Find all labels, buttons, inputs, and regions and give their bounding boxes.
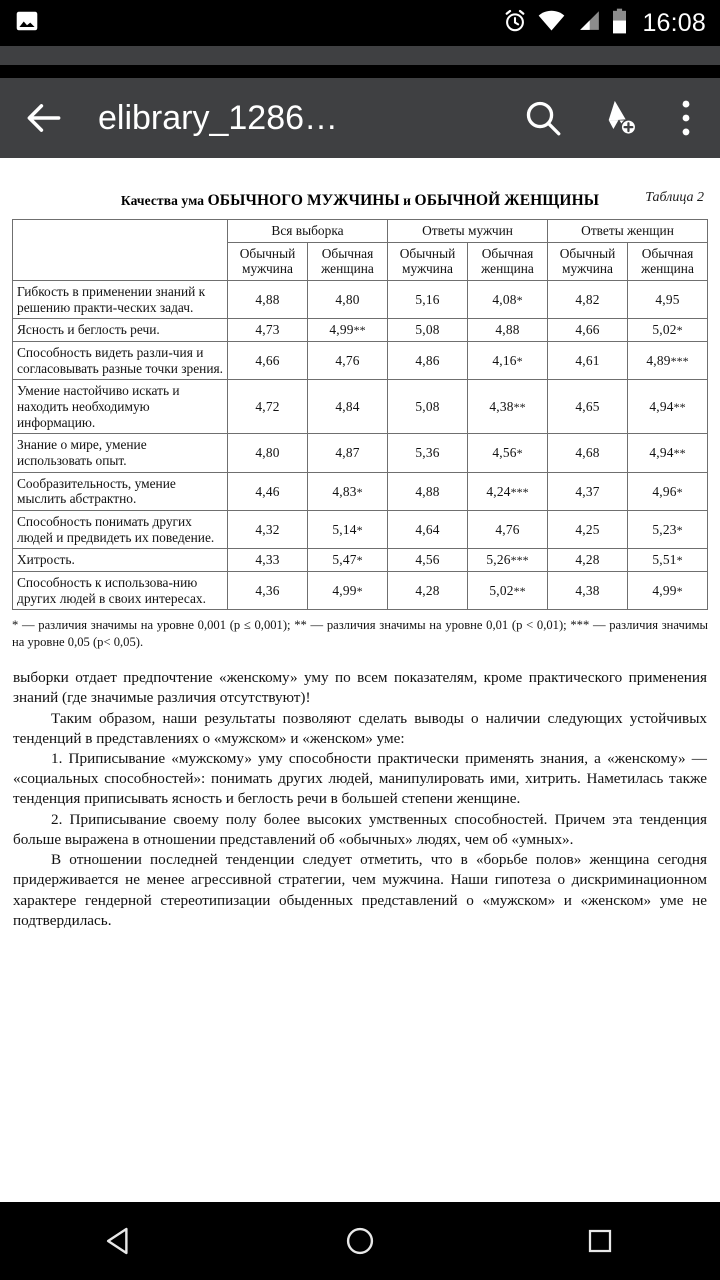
- paragraph: 1. Приписывание «мужскому» уму способности практически применять знания, а «женскому» — «социальных способностей»: понимать других людей, манипулировать ими, хитрить. Наметилась также тенденция приписывать ясность и беглость речи в большей степени женщине.: [13, 750, 707, 808]
- table-row: [13, 434, 708, 472]
- cell-value: 4,80: [228, 434, 308, 472]
- cell-value: 4,80: [308, 281, 388, 319]
- cell-value: 5,23*: [628, 511, 708, 549]
- cell-value: 4,37: [548, 472, 628, 510]
- cell-value: 4,88: [388, 472, 468, 510]
- cell-value: 5,26***: [468, 549, 548, 572]
- table-head: [13, 220, 708, 281]
- sub-header-1: Обычная женщина: [308, 242, 388, 280]
- document-page[interactable]: [0, 158, 720, 1176]
- cell-value: 4,56: [388, 549, 468, 572]
- table-row: [13, 319, 708, 342]
- cell-value: 5,02*: [628, 319, 708, 342]
- cell-value: 4,25: [548, 511, 628, 549]
- table-number: Таблица 2: [645, 190, 704, 205]
- toolbar-black-gap: [0, 65, 720, 78]
- table-row: [13, 342, 708, 380]
- cell-value: 4,99*: [628, 572, 708, 610]
- cell-value: 4,28: [388, 572, 468, 610]
- signal-icon: [575, 9, 601, 38]
- paragraph: 2. Приписывание своему полу более высоких умственных способностей. Причем эта тенденция больше выражена в отношении представлений об «обычных» людях, чем об «умных».: [13, 810, 707, 848]
- cell-value: 5,47*: [308, 549, 388, 572]
- nav-home-icon[interactable]: [300, 1202, 420, 1280]
- cell-value: 4,99*: [308, 572, 388, 610]
- status-bar-left: [14, 8, 40, 39]
- sub-header-3: Обычная женщина: [468, 242, 548, 280]
- row-label: Способность видеть разли-чия и согласовывать разные точки зрения.: [13, 342, 228, 380]
- toolbar-top-strip: [0, 46, 720, 65]
- body-text: [13, 668, 707, 931]
- cell-value: 5,36: [388, 434, 468, 472]
- cell-value: 4,08*: [468, 281, 548, 319]
- cell-value: 4,61: [548, 342, 628, 380]
- table-title: [14, 192, 706, 210]
- cell-value: 4,88: [228, 281, 308, 319]
- add-to-drive-icon[interactable]: [598, 97, 640, 139]
- table-title-conjunction: и: [399, 193, 415, 208]
- cell-value: 4,82: [548, 281, 628, 319]
- row-label: Способность к использова-нию других людей в своих интересах.: [13, 572, 228, 610]
- paragraph: Таким образом, наши результаты позволяют сделать выводы о наличии следующих устойчивых тенденций в представлениях о «мужском» и «женском» уме:: [13, 709, 707, 747]
- cell-value: 4,68: [548, 434, 628, 472]
- battery-icon: [611, 8, 628, 39]
- cell-value: 4,95: [628, 281, 708, 319]
- table-title-prefix: Качества ума: [120, 193, 208, 208]
- group-header-men: Ответы мужчин: [388, 220, 548, 243]
- cell-value: 4,46: [228, 472, 308, 510]
- sub-header-4: Обычный мужчина: [548, 242, 628, 280]
- status-bar: [0, 0, 720, 46]
- sub-header-5: Обычная женщина: [628, 242, 708, 280]
- sub-header-0: Обычный мужчина: [228, 242, 308, 280]
- cell-value: 4,76: [308, 342, 388, 380]
- cell-value: 4,65: [548, 380, 628, 434]
- cell-value: 4,16*: [468, 342, 548, 380]
- table-footnote: * — различия значимы на уровне 0,001 (p ≤ 0,001); ** — различия значимы на уровне 0,01 (p < 0,01); *** — различия значимы на уровне 0,05 (p< 0,05).: [12, 618, 708, 649]
- cell-value: 4,36: [228, 572, 308, 610]
- cell-value: 4,89***: [628, 342, 708, 380]
- table-row: [13, 511, 708, 549]
- cell-value: 4,84: [308, 380, 388, 434]
- cell-value: 4,56*: [468, 434, 548, 472]
- group-header-all: Вся выборка: [228, 220, 388, 243]
- table-row: [13, 549, 708, 572]
- table-row: [13, 281, 708, 319]
- table-title-male: ОБЫЧНОГО МУЖЧИНЫ: [207, 192, 400, 209]
- cell-value: 4,73: [228, 319, 308, 342]
- table-group-header-row: [13, 220, 708, 243]
- cell-value: 5,02**: [468, 572, 548, 610]
- cell-value: 4,28: [548, 549, 628, 572]
- app-toolbar: [0, 78, 720, 158]
- table-caption-area: [12, 192, 708, 210]
- group-header-women: Ответы женщин: [548, 220, 708, 243]
- alarm-icon: [502, 8, 528, 39]
- row-label: Хитрость.: [13, 549, 228, 572]
- cell-value: 4,32: [228, 511, 308, 549]
- cell-value: 4,83*: [308, 472, 388, 510]
- row-label: Знание о мире, умение использовать опыт.: [13, 434, 228, 472]
- nav-back-icon[interactable]: [60, 1202, 180, 1280]
- paragraph: выборки отдает предпочтение «женскому» уму по всем показателям, кроме практического применения знаний (где значимые различия отсутствуют)!: [13, 669, 707, 707]
- cell-value: 5,08: [388, 380, 468, 434]
- document-title: elibrary_1286…: [98, 98, 339, 137]
- status-bar-clock: 16:08: [642, 8, 706, 37]
- paragraph: В отношении последней тенденции следует отметить, что в «борьбе полов» женщина сегодня придерживается не менее агрессивной стратегии, чем мужчина. Наши гипотеза о дискриминационном характере гендерной стереотипизации обыденных представлений о «мужском» и «женском» уме не подтвердилась.: [13, 851, 707, 929]
- status-bar-right: [502, 8, 706, 39]
- row-label: Ясность и беглость речи.: [13, 319, 228, 342]
- cell-value: 4,99**: [308, 319, 388, 342]
- image-icon: [14, 8, 40, 39]
- cell-value: 4,72: [228, 380, 308, 434]
- cell-value: 4,94**: [628, 434, 708, 472]
- sub-header-2: Обычный мужчина: [388, 242, 468, 280]
- cell-value: 4,64: [388, 511, 468, 549]
- table-row: [13, 380, 708, 434]
- cell-value: 4,33: [228, 549, 308, 572]
- table-title-female: ОБЫЧНОЙ ЖЕНЩИНЫ: [414, 192, 600, 209]
- nav-recents-icon[interactable]: [540, 1202, 660, 1280]
- search-icon[interactable]: [522, 97, 564, 139]
- qualities-table: [12, 219, 708, 610]
- cell-value: 4,96*: [628, 472, 708, 510]
- table-row: [13, 472, 708, 510]
- cell-value: 4,66: [548, 319, 628, 342]
- table-corner-cell: [13, 220, 228, 281]
- cell-value: 4,24***: [468, 472, 548, 510]
- cell-value: 5,08: [388, 319, 468, 342]
- cell-value: 5,16: [388, 281, 468, 319]
- cell-value: 4,66: [228, 342, 308, 380]
- back-button[interactable]: [22, 96, 66, 140]
- cell-value: 4,76: [468, 511, 548, 549]
- cell-value: 4,94**: [628, 380, 708, 434]
- table-body: [13, 281, 708, 610]
- table-row: [13, 572, 708, 610]
- wifi-icon: [538, 9, 565, 38]
- cell-value: 5,51*: [628, 549, 708, 572]
- toolbar-actions: [522, 97, 698, 139]
- row-label: Сообразительность, умение мыслить абстрактно.: [13, 472, 228, 510]
- row-label: Способность понимать других людей и предвидеть их поведение.: [13, 511, 228, 549]
- cell-value: 4,88: [468, 319, 548, 342]
- cell-value: 4,38: [548, 572, 628, 610]
- row-label: Умение настойчиво искать и находить необходимую информацию.: [13, 380, 228, 434]
- more-options-icon[interactable]: [674, 97, 698, 139]
- row-label: Гибкость в применении знаний к решению практи-ческих задач.: [13, 281, 228, 319]
- cell-value: 5,14*: [308, 511, 388, 549]
- cell-value: 4,38**: [468, 380, 548, 434]
- cell-value: 4,87: [308, 434, 388, 472]
- cell-value: 4,86: [388, 342, 468, 380]
- navigation-bar: [0, 1202, 720, 1280]
